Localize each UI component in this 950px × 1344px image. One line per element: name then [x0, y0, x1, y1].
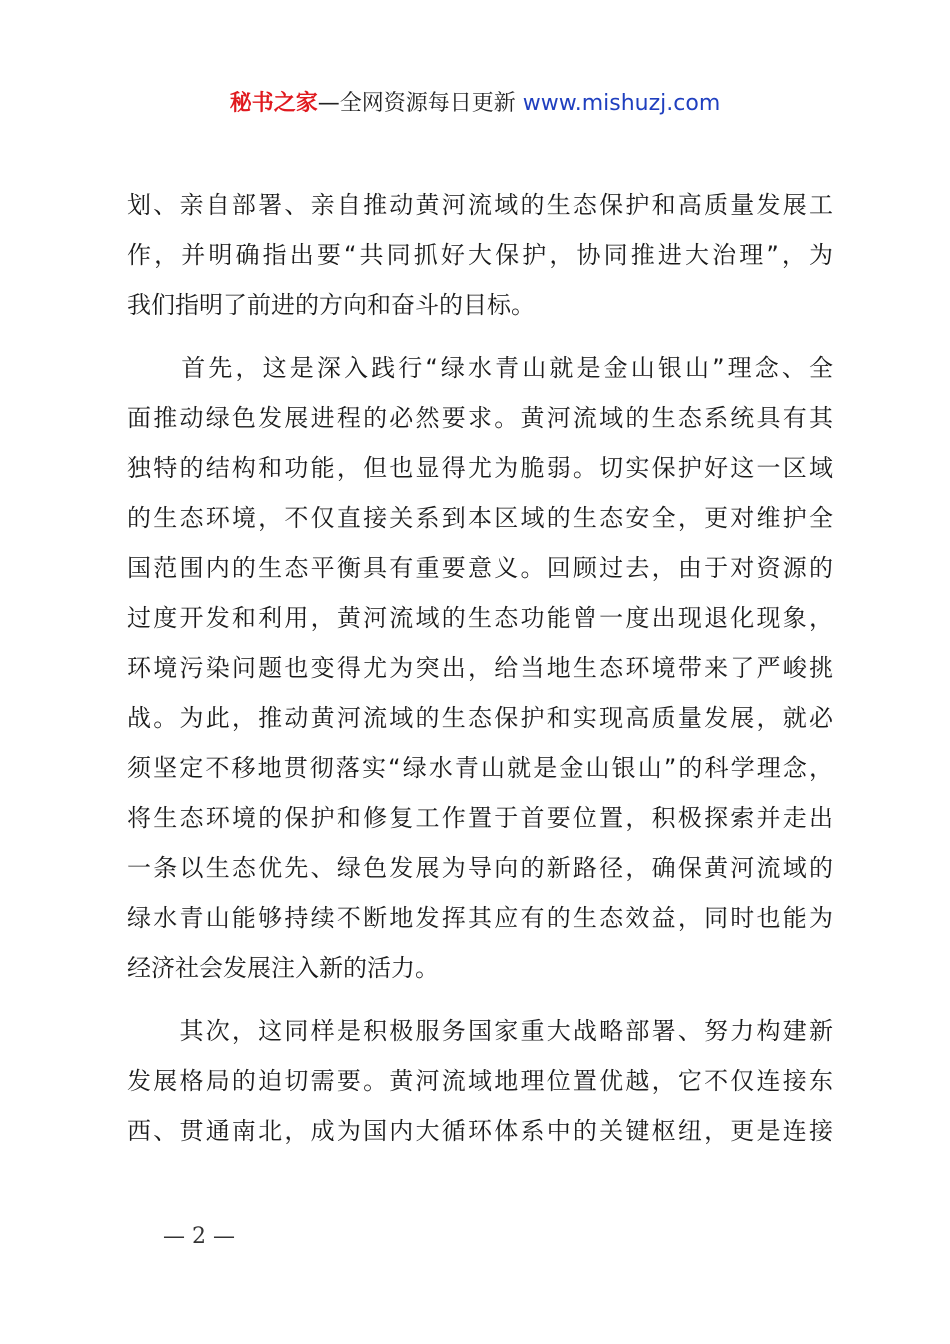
text-line: 划、亲自部署、亲自推动黄河流域的生态保护和高质量发展工: [127, 191, 833, 219]
text-line: 西、贯通南北，成为国内大循环体系中的关键枢纽，更是连接: [127, 1117, 833, 1145]
text-line: 国范围内的生态平衡具有重要意义。回顾过去，由于对资源的: [127, 554, 833, 582]
text-line: 一条以生态优先、绿色发展为导向的新路径，确保黄河流域的: [127, 854, 833, 882]
site-brand: 秘书之家: [229, 91, 318, 116]
paragraph-gap: [127, 993, 833, 1006]
text-line: 环境污染问题也变得尤为突出，给当地生态环境带来了严峻挑: [127, 654, 833, 682]
site-slogan: —全网资源每日更新: [317, 91, 523, 116]
text-line: 的生态环境，不仅直接关系到本区域的生态安全，更对维护全: [127, 504, 833, 532]
site-header: [0, 88, 950, 120]
paragraph-first: [127, 343, 833, 993]
text-line: 战。为此，推动黄河流域的生态保护和实现高质量发展，就必: [127, 704, 833, 732]
paragraph-continuation: [127, 180, 833, 330]
paragraph-second: [127, 1006, 833, 1156]
text-line: 过度开发和利用，黄河流域的生态功能曾一度出现退化现象，: [127, 604, 833, 632]
text-line: 面推动绿色发展进程的必然要求。黄河流域的生态系统具有其: [127, 404, 833, 432]
text-line: 须坚定不移地贯彻落实“绿水青山就是金山银山”的科学理念，: [127, 754, 833, 782]
document-body: [127, 180, 833, 1156]
text-line: 独特的结构和功能，但也显得尤为脆弱。切实保护好这一区域: [127, 454, 833, 482]
text-line: 发展格局的迫切需要。黄河流域地理位置优越，它不仅连接东: [127, 1067, 833, 1095]
site-url-link[interactable]: www.mishuzj.com: [522, 91, 721, 116]
text-line: 我们指明了前进的方向和奋斗的目标。: [127, 291, 535, 319]
text-line: 将生态环境的保护和修复工作置于首要位置，积极探索并走出: [127, 804, 833, 832]
page-number: — 2 —: [163, 1224, 235, 1249]
text-line: 其次，这同样是积极服务国家重大战略部署、努力构建新: [127, 1017, 833, 1045]
text-line: 经济社会发展注入新的活力。: [127, 954, 439, 982]
text-line: 首先，这是深入践行“绿水青山就是金山银山”理念、全: [127, 354, 833, 382]
paragraph-gap: [127, 330, 833, 343]
text-line: 作，并明确指出要“共同抓好大保护，协同推进大治理”，为: [127, 241, 833, 269]
text-line: 绿水青山能够持续不断地发挥其应有的生态效益，同时也能为: [127, 904, 833, 932]
